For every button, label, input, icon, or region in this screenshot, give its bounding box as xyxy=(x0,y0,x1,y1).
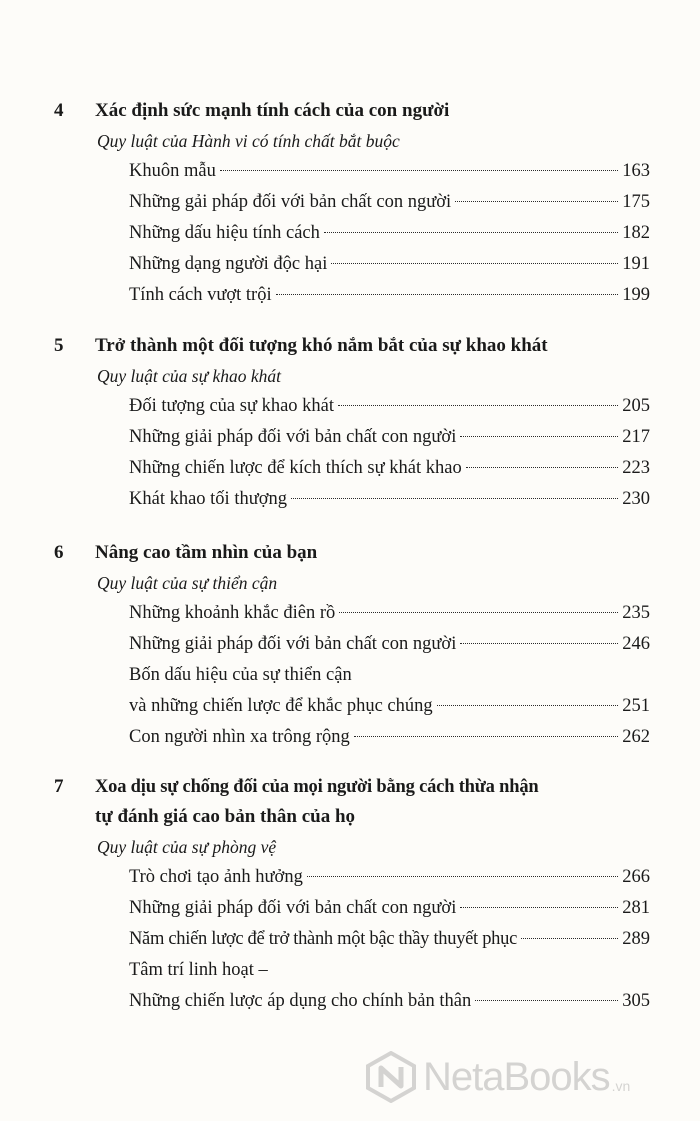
toc-entry[interactable]: Những giải pháp đối với bản chất con người 246 xyxy=(129,629,650,660)
toc-entry[interactable]: Năm chiến lược để trở thành một bậc thầy thuyết phục 289 xyxy=(129,924,650,955)
chapter-title-line2: tự đánh giá cao bản thân của họ xyxy=(95,806,356,827)
toc-entry-line1[interactable]: Bốn dấu hiệu của sự thiển cận xyxy=(129,665,352,685)
chapter-law: Quy luật của sự thiển cận xyxy=(97,573,278,593)
watermark-brand: NetaBooks xyxy=(423,1054,610,1099)
page-number: 251 xyxy=(622,696,650,716)
toc-entry[interactable]: Trò chơi tạo ảnh hưởng 266 xyxy=(129,862,650,893)
chapter-title-line1: Xoa dịu sự chống đối của mọi người bằng cách thừa nhận xyxy=(95,777,539,797)
toc-entry[interactable]: Những dạng người độc hại 191 xyxy=(129,249,650,280)
chapter-number: 5 xyxy=(54,335,64,356)
page-number: 199 xyxy=(622,285,650,305)
page-number: 217 xyxy=(622,427,650,447)
chapter-6 xyxy=(0,538,700,753)
page-number: 289 xyxy=(622,929,650,949)
chapter-law: Quy luật của Hành vi có tính chất bắt buộc xyxy=(97,131,400,151)
page-number: 182 xyxy=(622,223,650,243)
chapter-title: Nâng cao tầm nhìn của bạn xyxy=(95,542,318,563)
watermark-suffix: .vn xyxy=(611,1078,631,1094)
toc-entry[interactable]: Con người nhìn xa trông rộng 262 xyxy=(129,722,650,753)
chapter-5 xyxy=(0,331,700,515)
chapter-7 xyxy=(0,772,700,1017)
chapter-law: Quy luật của sự phòng vệ xyxy=(97,837,277,857)
page-number: 235 xyxy=(622,603,650,623)
toc-entry[interactable]: Đối tượng của sự khao khát 205 xyxy=(129,391,650,422)
page-number: 246 xyxy=(622,634,650,654)
page-number: 223 xyxy=(622,458,650,478)
chapter-title: Trở thành một đối tượng khó nắm bắt của sự khao khát xyxy=(95,335,548,356)
page-number: 191 xyxy=(622,254,650,274)
page-number: 175 xyxy=(622,192,650,212)
toc-entry-line2[interactable]: Những chiến lược áp dụng cho chính bản thân 305 xyxy=(129,986,650,1017)
toc-entry[interactable]: Những chiến lược để kích thích sự khát khao 223 xyxy=(129,453,650,484)
toc-entry[interactable]: Những giải pháp đối với bản chất con người 217 xyxy=(129,422,650,453)
toc-entry-line1[interactable]: Tâm trí linh hoạt – xyxy=(129,960,268,980)
page-number: 262 xyxy=(622,727,650,747)
netabooks-logo-icon xyxy=(365,1051,417,1103)
chapter-title: Xác định sức mạnh tính cách của con người xyxy=(95,100,450,121)
toc-entry[interactable]: Những gải pháp đối với bản chất con người 175 xyxy=(129,187,650,218)
toc-entry[interactable]: Những dấu hiệu tính cách 182 xyxy=(129,218,650,249)
page-number: 163 xyxy=(622,161,650,181)
chapter-number: 4 xyxy=(54,100,64,121)
toc-entry-line2[interactable]: và những chiến lược để khắc phục chúng 251 xyxy=(129,691,650,722)
toc-entry[interactable]: Tính cách vượt trội 199 xyxy=(129,280,650,311)
chapter-4 xyxy=(0,96,700,311)
toc-entry[interactable]: Khuôn mẫu 163 xyxy=(129,156,650,187)
chapter-number: 7 xyxy=(54,776,64,797)
netabooks-watermark xyxy=(365,1046,685,1108)
page-number: 205 xyxy=(622,396,650,416)
toc-entry[interactable]: Những khoảnh khắc điên rồ 235 xyxy=(129,598,650,629)
page-number: 281 xyxy=(622,898,650,918)
page-number: 230 xyxy=(622,489,650,509)
chapter-law: Quy luật của sự khao khát xyxy=(97,366,282,386)
chapter-number: 6 xyxy=(54,542,64,563)
page-number: 266 xyxy=(622,867,650,887)
page-number: 305 xyxy=(622,991,650,1011)
toc-entry[interactable]: Những giải pháp đối với bản chất con người 281 xyxy=(129,893,650,924)
toc-entry[interactable]: Khát khao tối thượng 230 xyxy=(129,484,650,515)
